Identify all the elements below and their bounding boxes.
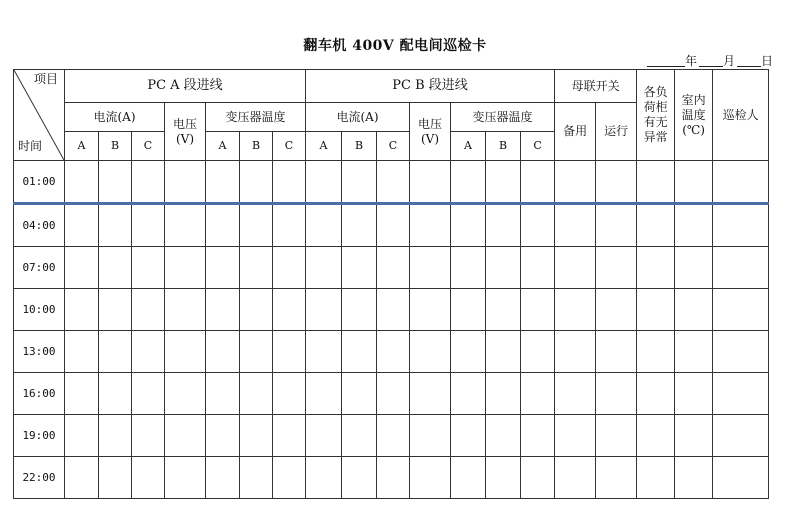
entry-cell[interactable] (675, 204, 713, 247)
entry-cell[interactable] (132, 415, 165, 457)
entry-cell[interactable] (165, 289, 206, 331)
entry-cell[interactable] (451, 457, 486, 499)
entry-cell[interactable] (521, 415, 555, 457)
entry-cell[interactable] (273, 331, 306, 373)
entry-cell[interactable] (342, 457, 377, 499)
entry-cell[interactable] (99, 161, 132, 204)
entry-cell[interactable] (410, 161, 451, 204)
entry-cell[interactable] (675, 415, 713, 457)
time-label: 时间 (18, 139, 43, 153)
entry-cell[interactable] (206, 161, 240, 204)
entry-cell[interactable] (132, 457, 165, 499)
entry-cell[interactable] (637, 457, 675, 499)
pc-b-temp-phase-c: C (521, 132, 555, 161)
entry-cell[interactable] (713, 204, 769, 247)
entry-cell[interactable] (99, 331, 132, 373)
entry-cell[interactable] (306, 289, 342, 331)
pc-a-temp-phase-b: B (240, 132, 273, 161)
entry-cell[interactable] (410, 204, 451, 247)
entry-cell[interactable] (451, 289, 486, 331)
entry-cell[interactable] (451, 161, 486, 204)
item-label: 项目 (33, 72, 58, 86)
entry-cell[interactable] (410, 289, 451, 331)
entry-cell[interactable] (596, 373, 637, 415)
entry-cell[interactable] (99, 247, 132, 289)
entry-cell[interactable] (65, 457, 99, 499)
entry-cell[interactable] (675, 373, 713, 415)
pc-b-voltage-header (410, 103, 451, 161)
entry-cell[interactable] (675, 161, 713, 204)
cabinet-load-header (637, 70, 675, 161)
time-cell: 04:00 (14, 204, 65, 247)
pc-b-header: PC B 段进线 (306, 70, 555, 103)
entry-cell[interactable] (521, 289, 555, 331)
entry-cell[interactable] (240, 415, 273, 457)
entry-cell[interactable] (377, 204, 410, 247)
entry-cell[interactable] (342, 204, 377, 247)
time-cell: 19:00 (14, 415, 65, 457)
entry-cell[interactable] (555, 373, 596, 415)
header-corner (14, 70, 65, 161)
table-row (14, 331, 769, 373)
entry-cell[interactable] (410, 247, 451, 289)
pc-a-current-phase-a: A (65, 132, 99, 161)
entry-cell[interactable] (377, 161, 410, 204)
table-row (14, 247, 769, 289)
entry-cell[interactable] (132, 204, 165, 247)
entry-cell[interactable] (206, 289, 240, 331)
entry-cell[interactable] (165, 415, 206, 457)
entry-cell[interactable] (342, 415, 377, 457)
pc-a-current-phase-c: C (132, 132, 165, 161)
entry-cell[interactable] (637, 204, 675, 247)
entry-cell[interactable] (377, 289, 410, 331)
entry-cell[interactable] (486, 289, 521, 331)
time-cell: 10:00 (14, 289, 65, 331)
entry-cell[interactable] (273, 289, 306, 331)
entry-cell[interactable] (132, 161, 165, 204)
entry-cell[interactable] (342, 289, 377, 331)
room-temp-line-3: (℃) (682, 122, 705, 137)
entry-cell[interactable] (555, 204, 596, 247)
entry-cell[interactable] (65, 331, 99, 373)
entry-cell[interactable] (596, 331, 637, 373)
entry-cell[interactable] (206, 331, 240, 373)
entry-cell[interactable] (596, 289, 637, 331)
pc-a-voltage-header (165, 103, 206, 161)
entry-cell[interactable] (555, 161, 596, 204)
entry-cell[interactable] (521, 247, 555, 289)
entry-cell[interactable] (377, 331, 410, 373)
entry-cell[interactable] (132, 289, 165, 331)
entry-cell[interactable] (410, 373, 451, 415)
card-title: 翻车机 400V 配电间巡检卡 (303, 38, 487, 54)
year-label: 年 (685, 54, 698, 68)
entry-cell[interactable] (713, 415, 769, 457)
entry-cell[interactable] (65, 161, 99, 204)
cabinet-load-line-3: 有无 (643, 115, 668, 129)
entry-cell[interactable] (486, 415, 521, 457)
cabinet-load-line-2: 荷柜 (643, 100, 668, 114)
entry-cell[interactable] (240, 373, 273, 415)
entry-cell[interactable] (240, 289, 273, 331)
entry-cell[interactable] (306, 457, 342, 499)
entry-cell[interactable] (99, 289, 132, 331)
time-cell: 16:00 (14, 373, 65, 415)
table-row (14, 204, 769, 247)
entry-cell[interactable] (410, 415, 451, 457)
entry-cell[interactable] (637, 247, 675, 289)
entry-cell[interactable] (99, 373, 132, 415)
entry-cell[interactable] (410, 457, 451, 499)
entry-cell[interactable] (596, 247, 637, 289)
entry-cell[interactable] (65, 373, 99, 415)
entry-cell[interactable] (486, 457, 521, 499)
entry-cell[interactable] (165, 457, 206, 499)
entry-cell[interactable] (99, 415, 132, 457)
table-row (14, 373, 769, 415)
entry-cell[interactable] (713, 331, 769, 373)
entry-cell[interactable] (165, 331, 206, 373)
entry-cell[interactable] (555, 247, 596, 289)
entry-cell[interactable] (555, 289, 596, 331)
entry-cell[interactable] (377, 415, 410, 457)
entry-cell[interactable] (596, 457, 637, 499)
pc-a-voltage-unit: (V) (175, 131, 195, 146)
entry-cell[interactable] (377, 373, 410, 415)
entry-cell[interactable] (555, 457, 596, 499)
day-label: 日 (761, 54, 774, 68)
time-cell: 22:00 (14, 457, 65, 499)
entry-cell[interactable] (713, 161, 769, 204)
entry-cell[interactable] (240, 247, 273, 289)
entry-cell[interactable] (273, 247, 306, 289)
entry-cell[interactable] (451, 415, 486, 457)
time-cell: 07:00 (14, 247, 65, 289)
entry-cell[interactable] (675, 289, 713, 331)
entry-cell[interactable] (596, 415, 637, 457)
pc-a-header: PC A 段进线 (65, 70, 306, 103)
pc-b-current-phase-a: A (306, 132, 342, 161)
table-row (14, 457, 769, 499)
entry-cell[interactable] (521, 161, 555, 204)
pc-b-transformer-temp-header: 变压器温度 (451, 103, 555, 132)
entry-cell[interactable] (713, 373, 769, 415)
table-row (14, 161, 769, 204)
entry-cell[interactable] (273, 161, 306, 204)
cabinet-load-line-4: 异常 (643, 130, 668, 144)
entry-cell[interactable] (306, 415, 342, 457)
entry-cell[interactable] (65, 204, 99, 247)
entry-cell[interactable] (306, 331, 342, 373)
table-row (14, 289, 769, 331)
pc-a-temp-phase-c: C (273, 132, 306, 161)
entry-cell[interactable] (451, 204, 486, 247)
entry-cell[interactable] (637, 415, 675, 457)
entry-cell[interactable] (306, 161, 342, 204)
entry-cell[interactable] (132, 331, 165, 373)
entry-cell[interactable] (555, 415, 596, 457)
pc-a-temp-phase-a: A (206, 132, 240, 161)
entry-cell[interactable] (342, 331, 377, 373)
entry-cell[interactable] (713, 289, 769, 331)
entry-cell[interactable] (486, 204, 521, 247)
entry-cell[interactable] (206, 457, 240, 499)
entry-cell[interactable] (521, 204, 555, 247)
pc-a-current-header: 电流(A) (65, 103, 165, 132)
entry-cell[interactable] (342, 373, 377, 415)
data-rows (14, 161, 769, 499)
entry-cell[interactable] (486, 161, 521, 204)
entry-cell[interactable] (486, 373, 521, 415)
pc-b-temp-phase-b: B (486, 132, 521, 161)
table-row (14, 415, 769, 457)
room-temp-line-2: 温度 (681, 107, 706, 122)
entry-cell[interactable] (65, 247, 99, 289)
entry-cell[interactable] (451, 247, 486, 289)
pc-a-voltage-label: 电压 (172, 116, 197, 131)
time-cell: 13:00 (14, 331, 65, 373)
entry-cell[interactable] (675, 247, 713, 289)
month-label: 月 (723, 54, 736, 68)
entry-cell[interactable] (637, 331, 675, 373)
entry-cell[interactable] (451, 373, 486, 415)
entry-cell[interactable] (273, 204, 306, 247)
entry-cell[interactable] (165, 247, 206, 289)
entry-cell[interactable] (165, 161, 206, 204)
room-temp-line-1: 室内 (681, 92, 706, 107)
cabinet-load-line-1: 各负 (643, 85, 668, 99)
entry-cell[interactable] (273, 457, 306, 499)
entry-cell[interactable] (306, 204, 342, 247)
bus-tie-running-header: 运行 (596, 103, 637, 161)
inspection-table (13, 69, 769, 499)
entry-cell[interactable] (637, 373, 675, 415)
entry-cell[interactable] (637, 289, 675, 331)
entry-cell[interactable] (165, 204, 206, 247)
entry-cell[interactable] (99, 204, 132, 247)
bus-tie-header: 母联开关 (555, 70, 637, 103)
entry-cell[interactable] (675, 457, 713, 499)
entry-cell[interactable] (342, 247, 377, 289)
pc-b-voltage-label: 电压 (418, 116, 443, 131)
date-field[interactable] (647, 52, 777, 68)
entry-cell[interactable] (377, 247, 410, 289)
entry-cell[interactable] (555, 331, 596, 373)
entry-cell[interactable] (206, 373, 240, 415)
entry-cell[interactable] (377, 457, 410, 499)
entry-cell[interactable] (240, 331, 273, 373)
entry-cell[interactable] (273, 373, 306, 415)
entry-cell[interactable] (206, 415, 240, 457)
time-cell: 01:00 (14, 161, 65, 204)
entry-cell[interactable] (65, 415, 99, 457)
entry-cell[interactable] (206, 204, 240, 247)
entry-cell[interactable] (65, 289, 99, 331)
entry-cell[interactable] (132, 247, 165, 289)
inspector-header: 巡检人 (713, 70, 769, 161)
entry-cell[interactable] (486, 331, 521, 373)
entry-cell[interactable] (342, 161, 377, 204)
pc-b-current-header: 电流(A) (306, 103, 410, 132)
entry-cell[interactable] (99, 457, 132, 499)
entry-cell[interactable] (132, 373, 165, 415)
entry-cell[interactable] (637, 161, 675, 204)
entry-cell[interactable] (596, 204, 637, 247)
entry-cell[interactable] (273, 415, 306, 457)
pc-b-current-phase-b: B (342, 132, 377, 161)
entry-cell[interactable] (486, 247, 521, 289)
pc-a-current-phase-b: B (99, 132, 132, 161)
entry-cell[interactable] (451, 331, 486, 373)
entry-cell[interactable] (240, 204, 273, 247)
entry-cell[interactable] (713, 247, 769, 289)
entry-cell[interactable] (165, 373, 206, 415)
entry-cell[interactable] (306, 247, 342, 289)
entry-cell[interactable] (521, 457, 555, 499)
entry-cell[interactable] (596, 161, 637, 204)
entry-cell[interactable] (306, 373, 342, 415)
bus-tie-standby-header: 备用 (555, 103, 596, 161)
entry-cell[interactable] (521, 331, 555, 373)
entry-cell[interactable] (675, 331, 713, 373)
pc-b-current-phase-c: C (377, 132, 410, 161)
entry-cell[interactable] (410, 331, 451, 373)
pc-b-temp-phase-a: A (451, 132, 486, 161)
pc-b-voltage-unit: (V) (421, 131, 440, 146)
entry-cell[interactable] (521, 373, 555, 415)
entry-cell[interactable] (713, 457, 769, 499)
entry-cell[interactable] (240, 161, 273, 204)
entry-cell[interactable] (240, 457, 273, 499)
entry-cell[interactable] (206, 247, 240, 289)
pc-a-transformer-temp-header: 变压器温度 (206, 103, 306, 132)
room-temp-header (675, 70, 713, 161)
